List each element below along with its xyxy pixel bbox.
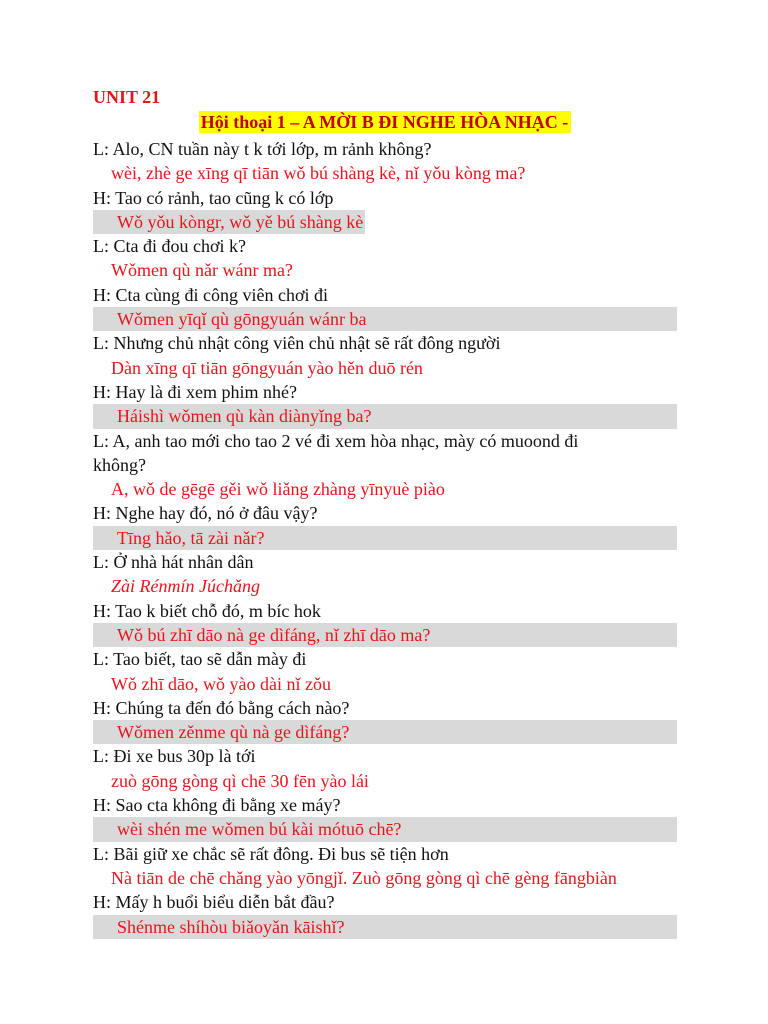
dialog-line-vietnamese: L: Cta đi đou chơi k?	[93, 236, 246, 257]
dialog-line-pinyin: Wǒ yǒu kòngr, wǒ yě bú shàng kè	[93, 210, 365, 234]
dialog-line-pinyin: Dàn xīng qī tiān gōngyuán yào hěn duō rén	[111, 357, 423, 378]
document-page	[93, 86, 677, 939]
dialog-line-vietnamese: L: A, anh tao mới cho tao 2 vé đi xem hòa nhạc, mày có muoond đi	[93, 430, 579, 451]
dialog-line-vietnamese: không?	[93, 454, 146, 475]
dialog-line-vietnamese: L: Tao biết, tao sẽ dẫn mày đi	[93, 649, 307, 670]
dialog-line-vietnamese: L: Bãi giữ xe chắc sẽ rất đông. Đi bus sẽ tiện hơn	[93, 843, 449, 864]
dialog-line-pinyin: wèi shén me wǒmen bú kài mótuō chē?	[93, 817, 677, 841]
dialog-line-vietnamese: H: Chúng ta đến đó bằng cách nào?	[93, 697, 350, 718]
dialog-line-pinyin-row	[93, 210, 677, 234]
dialog-line-vietnamese: H: Cta cùng đi công viên chơi đi	[93, 284, 328, 305]
dialog-line-vietnamese: H: Sao cta không đi bằng xe máy?	[93, 795, 341, 816]
dialog-line-vietnamese: H: Hay là đi xem phim nhé?	[93, 381, 297, 402]
dialog-line-pinyin: Háishì wǒmen qù kàn diànyǐng ba?	[93, 404, 677, 428]
dialog-line-pinyin: Wǒmen yīqǐ qù gōngyuán wánr ba	[93, 307, 677, 331]
dialog-title: Hội thoại 1 – A MỜI B ĐI NGHE HÒA NHẠC -	[199, 111, 572, 133]
dialog-line-vietnamese: H: Mấy h buổi biểu diễn bắt đầu?	[93, 892, 335, 913]
dialog-line-pinyin: Wǒ zhī dāo, wǒ yào dài nǐ zǒu	[111, 673, 331, 694]
unit-title: UNIT 21	[93, 87, 161, 107]
dialog-line-vietnamese: L: Đi xe bus 30p là tới	[93, 746, 256, 767]
dialog-line-vietnamese: L: Ở nhà hát nhân dân	[93, 552, 254, 573]
dialog-line-pinyin: Tīng hǎo, tā zài nǎr?	[93, 526, 677, 550]
dialog-line-pinyin: Wǒmen qù nǎr wánr ma?	[111, 260, 293, 281]
dialog-title-row	[93, 111, 677, 136]
dialog-line-vietnamese: H: Tao có rảnh, tao cũng k có lớp	[93, 187, 334, 208]
dialog-line-vietnamese: H: Nghe hay đó, nó ở đâu vậy?	[93, 503, 318, 524]
dialog-line-vietnamese: L: Nhưng chủ nhật công viên chủ nhật sẽ rất đông người	[93, 333, 501, 354]
dialog-line-pinyin: Wǒmen zěnme qù nà ge dìfáng?	[93, 720, 677, 744]
dialog-line-vietnamese: H: Tao k biết chỗ đó, m bíc hok	[93, 600, 321, 621]
dialog-line-pinyin: Zài Rénmín Júchǎng	[111, 576, 260, 597]
dialog-line-pinyin: Wǒ bú zhī dāo nà ge dìfáng, nǐ zhī dāo ma?	[93, 623, 677, 647]
dialog-line-pinyin: wèi, zhè ge xīng qī tiān wǒ bú shàng kè, nǐ yǒu kòng ma?	[111, 163, 526, 184]
dialog-line-pinyin: Shénme shíhòu biǎoyǎn kāishǐ?	[93, 915, 677, 939]
dialog-line-pinyin: Nà tiān de chē chǎng yào yōngjǐ. Zuò gōng gòng qì chē gèng fāngbiàn	[111, 867, 617, 888]
dialog-line-pinyin: A, wǒ de gēgē gěi wǒ liǎng zhàng yīnyuè piào	[111, 479, 445, 500]
dialog-line-pinyin: zuò gōng gòng qì chē 30 fēn yào lái	[111, 770, 369, 791]
dialog-line-vietnamese: L: Alo, CN tuần này t k tới lớp, m rảnh không?	[93, 139, 432, 159]
